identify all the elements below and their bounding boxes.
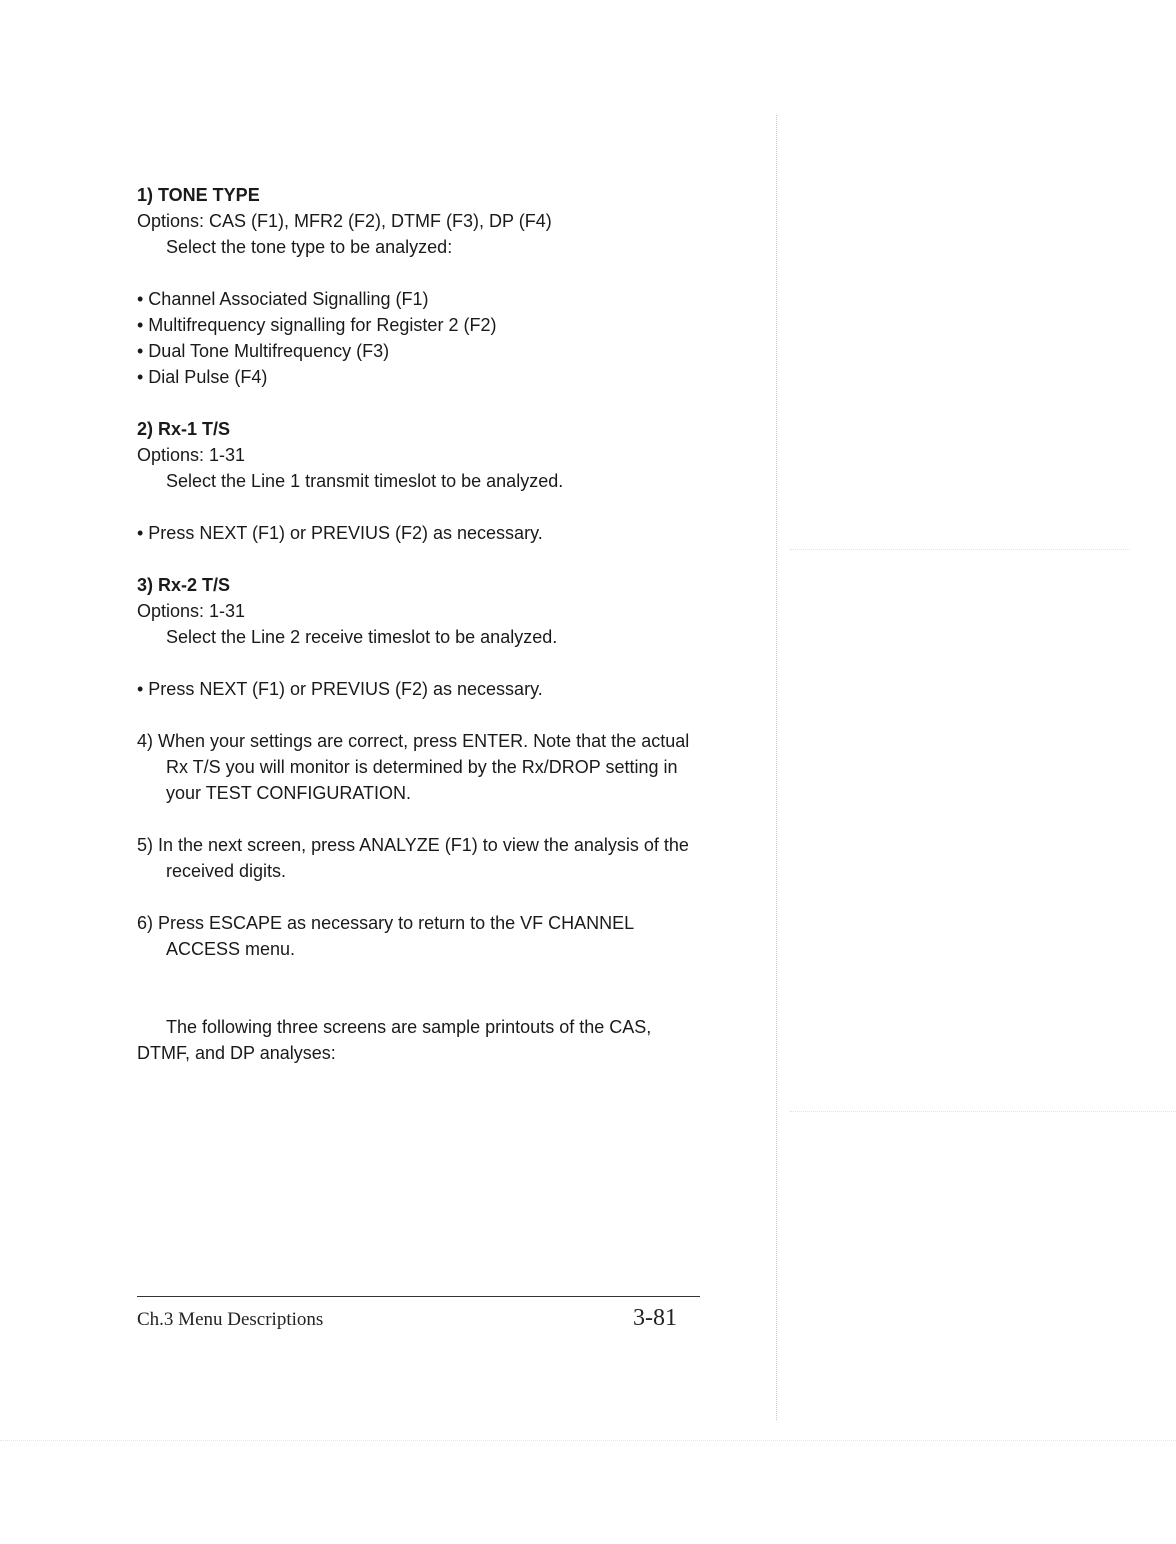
scan-artifact — [0, 1440, 1176, 1441]
spacer — [137, 494, 707, 520]
step-4: 4) When your settings are correct, press ENTER. Note that the actual Rx T/S you will monitor is determined by the Rx/DROP setting in your TEST CONFIGURATION. — [137, 731, 690, 803]
scan-artifact — [790, 1111, 1176, 1112]
step-5: 5) In the next screen, press ANALYZE (F1) to view the analysis of the received digits. — [137, 835, 689, 881]
section-heading-rx2: 3) Rx-2 T/S — [137, 575, 231, 595]
section-heading-tone-type: 1) TONE TYPE — [137, 185, 260, 205]
section-heading-rx1: 2) Rx-1 T/S — [137, 419, 231, 439]
spacer — [137, 988, 707, 1014]
page-body — [137, 182, 707, 1066]
tone-type-options: Options: CAS (F1), MFR2 (F2), DTMF (F3), DP (F4) — [137, 211, 552, 231]
tone-type-bullet-dtmf: • Dual Tone Multifrequency (F3) — [137, 341, 390, 361]
step-6: 6) Press ESCAPE as necessary to return to the VF CHANNEL ACCESS menu. — [137, 913, 634, 959]
tone-type-description: Select the tone type to be analyzed: — [166, 237, 453, 257]
rx1-description: Select the Line 1 transmit timeslot to be analyzed. — [166, 471, 564, 491]
spacer — [137, 962, 707, 988]
rx1-bullet: • Press NEXT (F1) or PREVIUS (F2) as necessary. — [137, 523, 543, 543]
spacer — [137, 260, 707, 286]
rx2-bullet: • Press NEXT (F1) or PREVIUS (F2) as necessary. — [137, 679, 543, 699]
tone-type-bullet-cas: • Channel Associated Signalling (F1) — [137, 289, 429, 309]
scan-binding-edge — [776, 115, 777, 1420]
rx1-options: Options: 1-31 — [137, 445, 246, 465]
spacer — [137, 702, 707, 728]
closing-text: The following three screens are sample printouts of the CAS, DTMF, and DP analyses: — [137, 1017, 652, 1063]
footer-rule — [137, 1296, 700, 1297]
spacer — [137, 390, 707, 416]
tone-type-bullet-mfr2: • Multifrequency signalling for Register 2 (F2) — [137, 315, 497, 335]
spacer — [137, 884, 707, 910]
rx2-description: Select the Line 2 receive timeslot to be analyzed. — [166, 627, 558, 647]
spacer — [137, 806, 707, 832]
spacer — [137, 650, 707, 676]
page-number: 3-81 — [633, 1305, 677, 1331]
scan-artifact — [790, 549, 1130, 550]
tone-type-bullet-dp: • Dial Pulse (F4) — [137, 367, 268, 387]
rx2-options: Options: 1-31 — [137, 601, 246, 621]
closing-paragraph — [137, 1014, 707, 1066]
footer-chapter: Ch.3 Menu Descriptions — [137, 1309, 324, 1330]
spacer — [137, 546, 707, 572]
